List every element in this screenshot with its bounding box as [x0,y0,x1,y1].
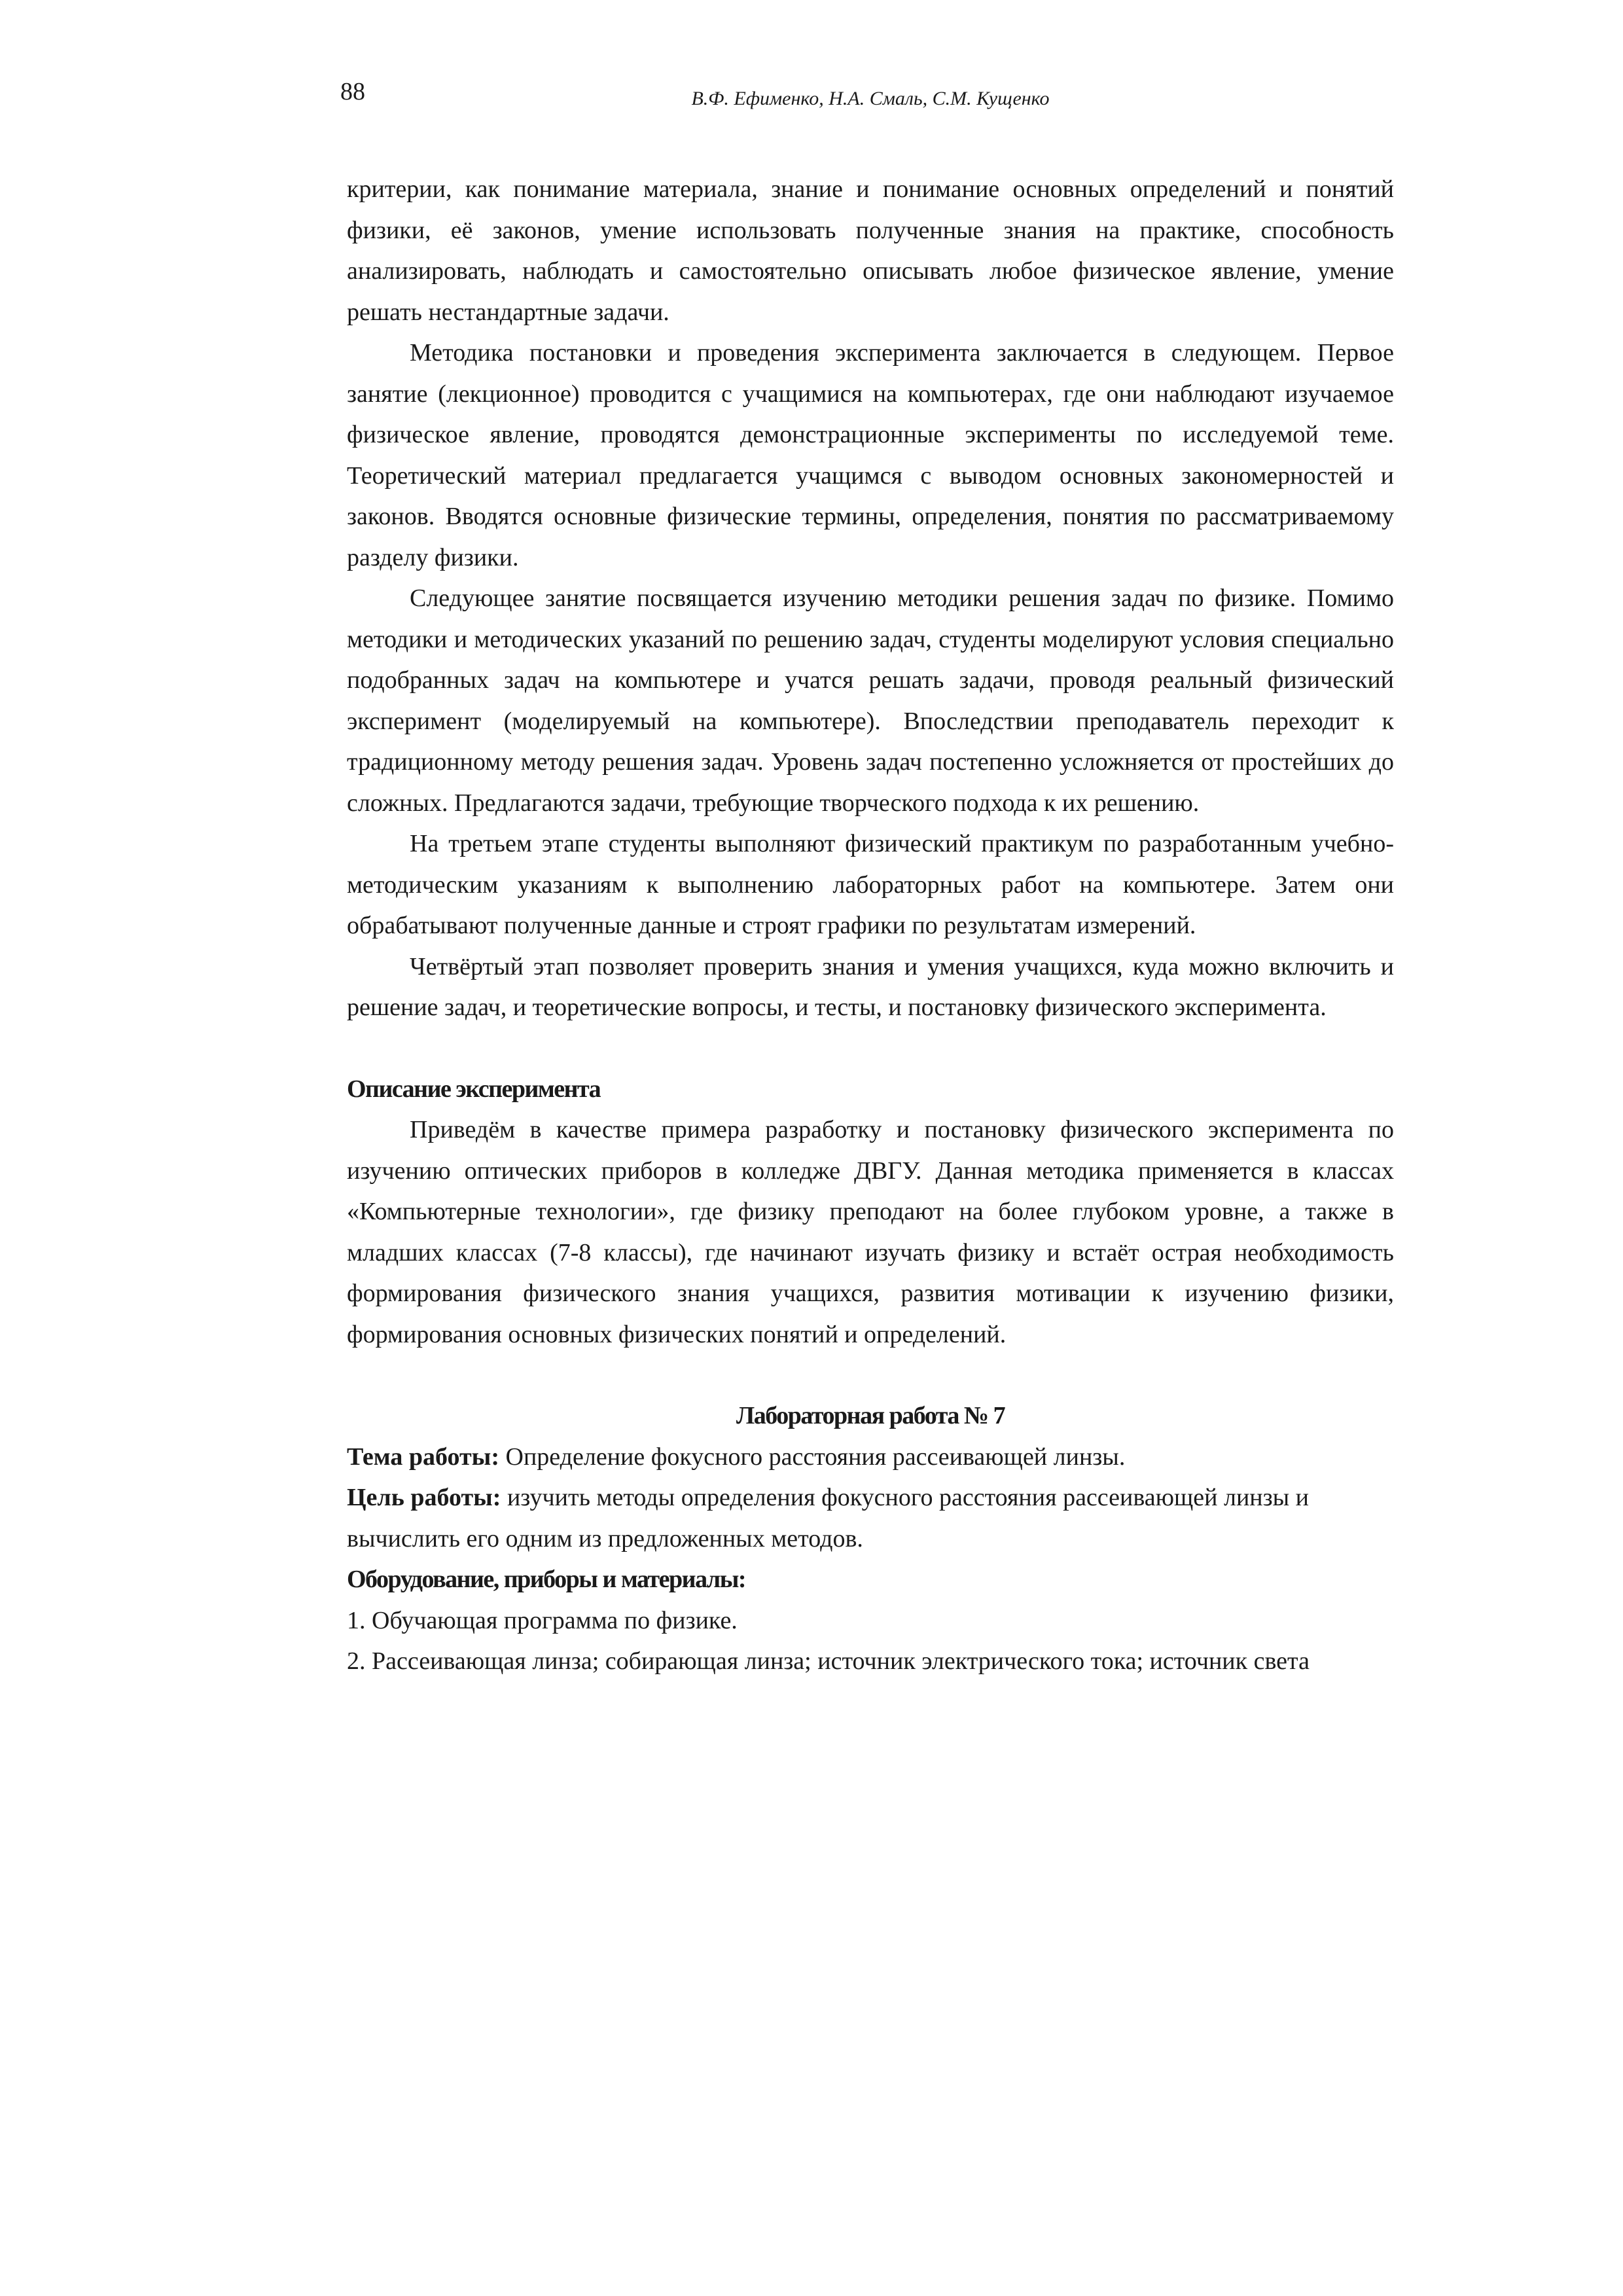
page-header [340,77,1400,117]
section-gap [347,1355,1394,1395]
equipment-item: 1. Обучающая программа по физике. [347,1606,738,1634]
lab-topic-text: Определение фокусного расстояния рассеивающей линзы. [505,1443,1126,1471]
lab-topic-label: Тема работы: [347,1443,500,1471]
paragraph-fourth-stage: Четвёртый этап позволяет проверить знания и умения учащихся, куда можно включить и решение задач, и теоретические вопросы, и тесты, и постановку физического эксперимента. [347,952,1394,1021]
lab-topic [347,1437,1394,1478]
paragraph-experiment-description: Приведём в качестве примера разработку и постановку физического эксперимента по изучению оптических приборов в колледже ДВГУ. Данная методика применяется в классах «Компьютерные технологии», где физику преподают на более глубоком уровне, а также в младших классах (7-8 классы), где начинают изучать физику и встаёт острая необходимость формирования физического знания учащихся, развития мотивации к изучению физики, формирования основных физических понятий и определений. [347,1116,1394,1348]
equipment-item: 2. Рассеивающая линза; собирающая линза; источник электрического тока; источник света [347,1647,1310,1675]
lab-equipment-label: Оборудование, приборы и материалы: [347,1566,746,1593]
page-body [347,169,1394,1682]
section-gap [347,1028,1394,1069]
page-number: 88 [340,78,365,105]
lab-work-title: Лабораторная работа № 7 [736,1402,1005,1429]
section-heading: Описание эксперимента [347,1075,601,1103]
paragraph-methodology: Методика постановки и проведения эксперимента заключается в следующем. Первое занятие (лекционное) проводится с учащимися на компьютерах, где они наблюдают изучаемое физическое явление, проводятся демонстрационные эксперименты по исследуемой теме. Теоретический материал предлагается учащимся с выводом основных закономерностей и законов. Вводятся основные физические термины, определения, понятия по рассматриваемому разделу физики. [347,339,1394,571]
paragraph-criteria: критерии, как понимание материала, знание и понимание основных определений и понятий физики, её законов, умение использовать полученные знания на практике, способность анализировать, наблюдать и самостоятельно описывать любое физическое явление, умение решать нестандартные задачи. [347,175,1394,326]
running-head-authors: В.Ф. Ефименко, Н.А. Смаль, С.М. Кущенко [691,88,1050,109]
lab-goal [347,1477,1394,1559]
lab-goal-label: Цель работы: [347,1484,501,1511]
paragraph-third-stage: На третьем этапе студенты выполняют физический практикум по разработанным учебно-методическим указаниям к выполнению лабораторных работ на компьютере. Затем они обрабатывают полученные данные и строят графики по результатам измерений. [347,830,1394,939]
lab-goal-text: изучить методы определения фокусного расстояния рассеивающей линзы и вычислить его одним из предложенных методов. [347,1484,1310,1552]
paragraph-second-session: Следующее занятие посвящается изучению методики решения задач по физике. Помимо методики и методических указаний по решению задач, студенты моделируют условия специально подобранных задач на компьютере и учатся решать задачи, проводя реальный физический эксперимент (моделируемый на компьютере). Впоследствии преподаватель переходит к традиционному методу решения задач. Уровень задач постепенно усложняется от простейших до сложных. Предлагаются задачи, требующие творческого подхода к их решению. [347,584,1394,817]
